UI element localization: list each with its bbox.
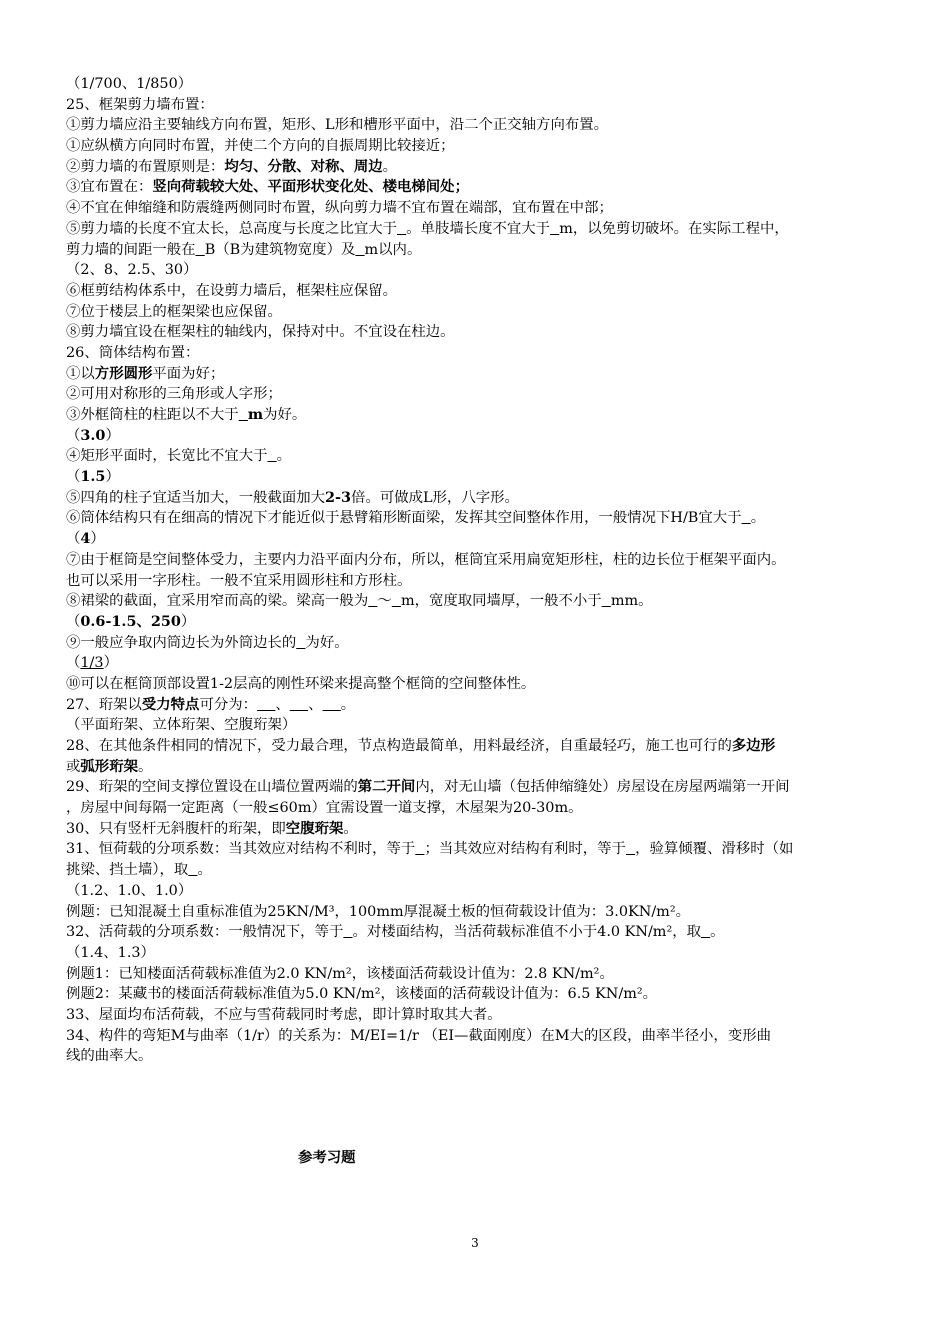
bold-text-span: 竖向荷载较大处、平面形状变化处、楼电梯间处； xyxy=(152,178,469,196)
text-span: ②可用对称形的三角形或人字形； xyxy=(66,386,282,403)
text-span: 。单肢墙长度不宜大于 xyxy=(406,220,551,237)
text-span: ） xyxy=(105,427,120,444)
text-line xyxy=(66,777,896,798)
blank-fill-span xyxy=(355,242,364,258)
text-span: 平面为好； xyxy=(152,365,225,382)
text-span: m，以免剪切破坏。在实际工程中， xyxy=(559,220,789,237)
text-line xyxy=(66,198,896,219)
blank-fill-span xyxy=(343,924,352,940)
text-line xyxy=(66,674,896,695)
blank-fill-span xyxy=(701,924,710,940)
text-line xyxy=(66,798,896,819)
text-span: 29、珩架的空间支撑位置设在山墙位置两端的 xyxy=(66,779,358,796)
text-line xyxy=(66,446,896,467)
text-span: 。 xyxy=(197,862,212,879)
text-span: 例题：已知混凝土自重标准值为25KN/M³，100mm厚混凝土板的恒荷载设计值为：3.0KN/m²。 xyxy=(66,903,690,920)
text-span: ⑤四角的柱子宜适当加大，一般截面加大 xyxy=(66,489,326,506)
text-line xyxy=(66,467,896,488)
page-number: 3 xyxy=(471,1236,479,1250)
bold-text-span: 4 xyxy=(80,530,91,548)
bold-text-span: 1.5 xyxy=(80,468,106,486)
text-line xyxy=(66,984,896,1005)
text-span: m，宽度取同墙厚，一般不小于 xyxy=(400,593,602,610)
bold-text-span: 0.6-1.5、250 xyxy=(80,612,181,630)
text-line xyxy=(66,902,896,923)
text-span: 。对楼面结构，当活荷载标准值不小于4.0 KN/m²，取 xyxy=(352,924,702,941)
text-line xyxy=(66,281,896,302)
text-line xyxy=(66,426,896,447)
text-span: ，验算倾覆、滑移时（如 xyxy=(635,841,794,858)
blank-fill-span: 1/3 xyxy=(80,655,104,672)
text-span: ⑤剪力墙的长度不宜太长，总高度与长度之比宜大于 xyxy=(66,220,397,237)
blank-fill-span xyxy=(196,242,205,258)
text-line xyxy=(66,177,896,198)
text-span: 。 xyxy=(710,924,725,941)
text-span: ～ xyxy=(377,593,392,610)
text-line xyxy=(66,757,896,778)
text-span: ⑦由于框筒是空间整体受力，主要内力沿平面内分布，所以，框筒宜采用扁宽矩形柱，柱的边长位于框架平面内。 xyxy=(66,551,786,568)
blank-fill-span xyxy=(290,697,308,713)
text-line xyxy=(66,819,896,840)
blank-fill-span xyxy=(322,697,340,713)
text-line xyxy=(66,384,896,405)
text-span: 或 xyxy=(66,758,81,775)
text-line xyxy=(66,219,896,240)
text-span: ） xyxy=(180,613,196,630)
text-span: 。 xyxy=(343,820,358,837)
text-line xyxy=(66,343,896,364)
text-line xyxy=(66,839,896,860)
bold-text-span: 空腹珩架 xyxy=(285,819,344,837)
text-line xyxy=(66,260,896,281)
text-line xyxy=(66,488,896,509)
text-span: ⑥筒体结构只有在细高的情况下才能近似于悬臂箱形断面梁，发挥其空间整体作用，一般情况下H/B宜大于 xyxy=(66,510,742,527)
text-span: 也可以采用一字形柱。一般不宜采用圆形柱和方形柱。 xyxy=(66,572,412,589)
bold-text-span: 第二开间 xyxy=(357,778,416,796)
text-span: 26、筒体结构布置： xyxy=(66,344,200,361)
text-line xyxy=(66,240,896,261)
text-span: （ xyxy=(66,469,81,486)
text-span: 倍。可做成L形，八字形。 xyxy=(351,489,519,506)
text-span: 内，对无山墙（包括伸缩缝处）房屋设在房屋两端第一开间 xyxy=(415,779,790,796)
text-span: 27、珩架以 xyxy=(66,696,142,713)
text-line xyxy=(66,860,896,881)
text-line xyxy=(66,715,896,736)
blank-fill-span xyxy=(257,697,275,713)
text-line xyxy=(66,136,896,157)
text-span: 32、活荷载的分项系数：一般情况下，等于 xyxy=(66,924,344,941)
text-line xyxy=(66,571,896,592)
blank-fill-span xyxy=(397,221,406,237)
text-span: （ xyxy=(66,655,81,672)
text-line xyxy=(66,115,896,136)
text-span: m以内。 xyxy=(364,241,422,258)
text-span: 为好。 xyxy=(263,407,307,423)
text-span: ①以 xyxy=(66,365,95,382)
blank-fill-span xyxy=(392,593,401,609)
blank-fill-span xyxy=(368,593,377,609)
text-line xyxy=(66,1005,896,1026)
text-line xyxy=(66,881,896,902)
text-span: 。 xyxy=(382,158,398,175)
text-span: ⑧裙梁的截面，宜采用窄而高的梁。梁高一般为 xyxy=(66,593,369,610)
text-span: （ xyxy=(66,531,81,548)
text-span: 。 xyxy=(340,696,356,713)
section-title-reference-exercises: 参考习题 xyxy=(298,1149,356,1166)
text-span: 、 xyxy=(308,696,323,713)
bold-text-span: 3.0 xyxy=(80,426,106,444)
text-span: 为好。 xyxy=(305,634,349,651)
text-span: 33、屋面均布活荷载，不应与雪荷载同时考虑，即计算时取其大者。 xyxy=(66,1006,502,1023)
text-line xyxy=(66,157,896,178)
text-span: B（B为建筑物宽度）及 xyxy=(204,241,356,258)
text-span: 。 xyxy=(750,510,766,527)
text-line xyxy=(66,508,896,529)
blank-fill-span xyxy=(550,221,559,237)
text-span: 34、构件的弯矩M与曲率（1/r）的关系为：M/EI=1/r （EI—截面刚度）在M大的区段，曲率半径小，变形曲 xyxy=(66,1027,771,1044)
text-span: ③宜布置在： xyxy=(66,179,153,196)
text-line xyxy=(66,74,896,95)
bold-text-span: 受力特点 xyxy=(141,695,200,713)
text-span: ） xyxy=(105,469,120,486)
text-line xyxy=(66,529,896,550)
text-line xyxy=(66,322,896,343)
text-line xyxy=(66,653,896,674)
text-span: 25、框架剪力墙布置： xyxy=(66,96,214,113)
text-line xyxy=(66,95,896,116)
text-span: 可分为： xyxy=(199,696,258,713)
text-span: ） xyxy=(103,655,118,672)
text-span: 31、恒荷载的分项系数：当其效应对结构不利时，等于 xyxy=(66,841,416,858)
bold-text-span: m xyxy=(247,406,264,423)
document-body xyxy=(66,74,896,1067)
text-span: 28、在其他条件相同的情况下，受力最合理，节点构造最简单，用料最经济，自重最轻巧，施工也可行的 xyxy=(66,738,732,754)
text-span: 挑梁、挡土墙），取 xyxy=(66,862,189,879)
text-span: 。 xyxy=(137,758,153,775)
text-line xyxy=(66,1026,896,1047)
text-span: ④矩形平面时，长宽比不宜大于 xyxy=(66,448,268,465)
text-span: ④不宜在伸缩缝和防震缝两侧同时布置，纵向剪力墙不宜布置在端部，宜布置在中部； xyxy=(66,200,613,217)
text-span: ⑥框剪结构体系中，在设剪力墙后，框架柱应保留。 xyxy=(66,282,397,299)
text-span: （1.4、1.3） xyxy=(66,944,155,961)
text-span: ①剪力墙应沿主要轴线方向布置，矩形、L形和槽形平面中，沿二个正交轴方向布置。 xyxy=(66,117,609,134)
blank-fill-span xyxy=(602,593,611,609)
text-line xyxy=(66,612,896,633)
text-line xyxy=(66,591,896,612)
text-span: 。 xyxy=(276,448,292,465)
bold-text-span: 2-3 xyxy=(325,488,352,506)
text-span: 例题1：已知楼面活荷载标准值为2.0 KN/m²，该楼面活荷载设计值为：2.8 KN/m²。 xyxy=(66,965,614,982)
text-span: ②剪力墙的布置原则是： xyxy=(66,158,225,175)
bold-text-span: 均匀、分散、对称、周边 xyxy=(224,157,383,175)
text-line xyxy=(66,302,896,323)
text-line xyxy=(66,405,896,426)
text-line xyxy=(66,964,896,985)
text-span: （ xyxy=(66,427,81,444)
text-line xyxy=(66,736,896,757)
blank-fill-span xyxy=(626,841,635,857)
text-span: ①应纵横方向同时布置，并使二个方向的自振周期比较接近； xyxy=(66,138,455,155)
text-span: （1.2、1.0、1.0） xyxy=(66,882,193,899)
text-line xyxy=(66,550,896,571)
text-span: 、 xyxy=(275,696,290,713)
text-span: 线的曲率大。 xyxy=(66,1048,153,1065)
text-span: ，房屋中间每隔一定距离（一般≤60m）宜需设置一道支撑，木屋架为20-30m。 xyxy=(66,800,583,817)
text-span: ⑩可以在框筒顶部设置1-2层高的刚性环梁来提高整个框筒的空间整体性。 xyxy=(66,675,536,692)
text-span: （平面珩架、立体珩架、空腹珩架） xyxy=(66,717,297,734)
text-span: ⑧剪力墙宜设在框架柱的轴线内，保持对中。不宜设在柱边。 xyxy=(66,324,455,341)
bold-text-span: 方形圆形 xyxy=(94,364,153,382)
text-span: mm。 xyxy=(610,593,653,610)
text-line xyxy=(66,633,896,654)
text-span: （ xyxy=(66,613,81,630)
text-line xyxy=(66,364,896,385)
blank-fill-span xyxy=(267,448,276,464)
text-span: 例题2：某藏书的楼面活荷载标准值为5.0 KN/m²，该楼面的活荷载设计值为：6.5 KN/m²。 xyxy=(66,986,658,1003)
bold-text-span: 弧形珩架 xyxy=(80,757,138,775)
text-span: ③外框筒柱的柱距以不大于 xyxy=(66,407,239,423)
text-span: ） xyxy=(90,531,105,548)
text-span: ；当其效应对结构有利时，等于 xyxy=(424,841,626,858)
text-span: 30、只有竖杆无斜腹杆的珩架，即 xyxy=(66,820,286,837)
text-span: 剪力墙的间距一般在 xyxy=(66,241,196,258)
text-line xyxy=(66,1046,896,1067)
blank-fill-span xyxy=(239,407,248,423)
text-span: （1/700、1/850） xyxy=(66,76,193,92)
text-line xyxy=(66,695,896,716)
text-span: ⑦位于楼层上的框架梁也应保留。 xyxy=(66,303,282,320)
text-line xyxy=(66,943,896,964)
blank-fill-span xyxy=(742,510,751,526)
text-line xyxy=(66,922,896,943)
text-span: （2、8、2.5、30） xyxy=(66,262,198,279)
bold-text-span: 多边形 xyxy=(731,737,776,754)
text-span: ⑨一般应争取内筒边长为外筒边长的 xyxy=(66,634,297,651)
